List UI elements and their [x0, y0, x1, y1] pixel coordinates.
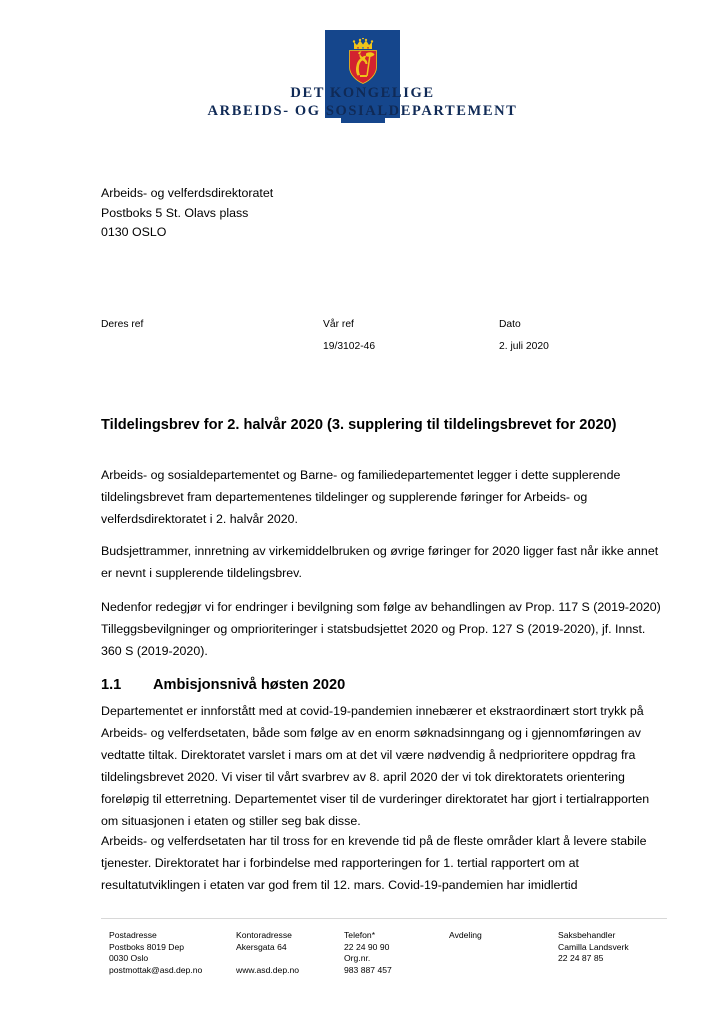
footer-postadresse-line-1: Postboks 8019 Dep [109, 941, 185, 952]
addressee-line-1: Arbeids- og velferdsdirektoratet [101, 186, 274, 200]
section-title: Ambisjonsnivå høsten 2020 [153, 677, 346, 693]
footer-postadresse-line-2: 0030 Oslo [109, 953, 149, 964]
footer-avdeling [449, 930, 554, 942]
dato-label: Dato [499, 319, 521, 330]
footer-kontoradresse-line-1: Akersgata 64 [236, 941, 287, 952]
footer-kontoradresse-website: www.asd.dep.no [236, 964, 300, 975]
document-title: Tildelingsbrev for 2. halvår 2020 (3. supplering til tildelingsbrevet for 2020) [101, 417, 617, 433]
footer-telefon-heading: Telefon* [344, 930, 376, 940]
section-heading-1-1 [101, 675, 601, 695]
department-name [0, 84, 725, 120]
footer-saksbehandler-heading: Saksbehandler [558, 930, 616, 940]
department-line-1: DET KONGELIGE [290, 85, 435, 101]
var-ref-value: 19/3102-46 [323, 341, 376, 352]
var-ref-label: Vår ref [323, 319, 354, 330]
addressee-block [101, 184, 501, 243]
paragraph-4: Departementet er innforstått med at covid-19-pandemien innebærer et ekstraordinært stort trykk på Arbeids- og velferdsetaten, både som følge av en enorm søknadsinngang og i gjennomføringen av vedtatte tiltak. Direktoratet varslet i mars om at det vil være nødvendig å nedprioritere oppdrag fra tildelingsbrevet 2020. Vi viser til vårt svarbrev av 8. april 2020 der vi tok direktoratets orientering foreløpig til etterretning. Departementet viser til de vurderinger direktoratet har gjort i tertialrapporten om situasjonen i etaten og stiller seg bak disse. [101, 704, 650, 828]
paragraph-5: Arbeids- og velferdsetaten har til tross for en krevende tid på de fleste områder klart å levere stabile tjenester. Direktoratet har i forbindelse med rapporteringen for 1. tertial rapportert om at resultatutviklingen i etaten var god frem til 12. mars. Covid-19-pandemien har imidlertid [101, 834, 647, 892]
footer-saksbehandler [558, 930, 678, 965]
department-line-2: ARBEIDS- OG SOSIALDEPARTEMENT [207, 103, 518, 119]
footer-avdeling-heading: Avdeling [449, 930, 482, 940]
footer-postadresse-email: postmottak@asd.dep.no [109, 964, 203, 975]
footer-kontoradresse-heading: Kontoradresse [236, 930, 292, 940]
paragraph-1: Arbeids- og sosialdepartementet og Barne- og familiedepartementet legger i dette supplerende tildelingsbrevet fram departementenes tildelinger og supplerende føringer for Arbeids- og velferdsdirektoratet i 2. halvår 2020. [101, 468, 621, 526]
deres-ref-label: Deres ref [101, 319, 144, 330]
footer-postadresse [109, 930, 239, 976]
footer-telefon [344, 930, 439, 976]
footer-divider [101, 918, 667, 919]
footer-saksbehandler-name: Camilla Landsverk [558, 941, 629, 952]
addressee-line-2: Postboks 5 St. Olavs plass [101, 205, 249, 220]
footer-orgnr-label: Org.nr. [344, 953, 371, 964]
paragraph-2: Budsjettrammer, innretning av virkemiddelbruken og øvrige føringer for 2020 ligger fast når ikke annet er nevnt i supplerende tildelingsbrev. [101, 544, 659, 580]
footer-kontoradresse [236, 930, 341, 976]
dato-value: 2. juli 2020 [499, 341, 549, 352]
letterhead [0, 22, 725, 132]
footer-saksbehandler-phone: 22 24 87 85 [558, 953, 604, 964]
dato-column [499, 317, 549, 354]
footer-orgnr-value: 983 887 457 [344, 964, 392, 975]
var-ref-column [323, 317, 375, 354]
norwegian-coat-of-arms-icon [347, 38, 379, 84]
section-number: 1.1 [101, 677, 122, 693]
deres-ref-column [101, 317, 143, 339]
paragraph-3: Nedenfor redegjør vi for endringer i bevilgning som følge av behandlingen av Prop. 117 S (2019-2020) Tilleggsbevilgninger og omprioriteringer i statsbudsjettet 2020 og Prop. 127 S (2019-2020), jf. Innst. 360 S (2019-2020). [101, 600, 661, 658]
footer-telefon-number: 22 24 90 90 [344, 941, 390, 952]
addressee-line-3: 0130 OSLO [101, 225, 167, 239]
footer-postadresse-heading: Postadresse [109, 930, 157, 940]
